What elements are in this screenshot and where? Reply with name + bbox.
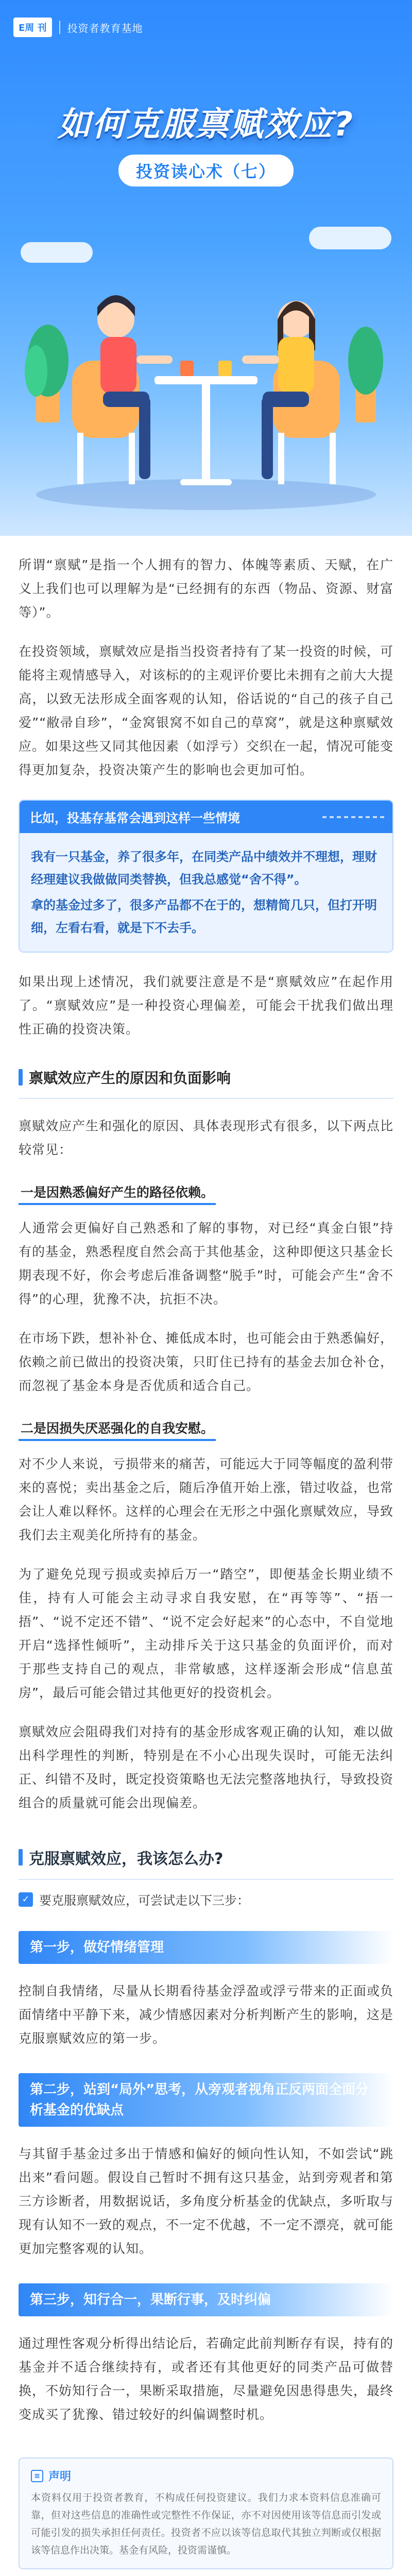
logo-divider bbox=[59, 21, 60, 34]
body-paragraph: 禀赋效应产生和强化的原因、具体表现形式有很多，以下两点比较常见： bbox=[19, 1118, 394, 1157]
meeting-illustration bbox=[0, 206, 412, 536]
step-title: 第二步，站到“局外”思考，从旁观者视角正反两面全面分析基金的优缺点 bbox=[19, 2073, 393, 2127]
body-paragraph: 与其留手基金过多出于情感和偏好的倾向性认知，不如尝试“跳出来”看问题。假设自己暂时不拥有这只基金，站到旁观者和第三方诊断者，用数据说话，多角度分析基金的优缺点，多听取与现有认知不一致的观点，不一定不优越，不一定不漂亮，就可能更加完整客观的认知。 bbox=[19, 2146, 394, 2256]
body-paragraph: 如果出现上述情况，我们就要注意是不是“禀赋效应”在起作用了。“禀赋效应”是一种投资心理偏差，可能会干扰我们做出理性正确的投资决策。 bbox=[19, 974, 393, 1037]
logo-mark: E周 刊 bbox=[13, 18, 52, 37]
brand-logo bbox=[13, 18, 143, 37]
step-title: 第一步，做好情绪管理 bbox=[19, 1931, 393, 1964]
article-headline: 如何克服禀赋效应? bbox=[57, 106, 355, 144]
steps-intro: ✓ 要克服禀赋效应，可尝试走以下三步： bbox=[19, 1890, 393, 1908]
callout-title: 比如，投基存基常会遇到这样一些情境 bbox=[20, 801, 392, 833]
body-paragraph: 通过理性客观分析得出结论后，若确定此前判断存有误，持有的基金并不适合继续持有，或者还有其他更好的同类产品可做替换，不妨知行合一，果断采取措施，尽量避免因患得患失，最终变成买了犹豫、错过较好的纠偏调整时机。 bbox=[19, 2336, 394, 2422]
body-paragraph: 为了避免兑现亏损或卖掉后万一“踏空”，即便基金长期业绩不佳，持有人可能会主动寻求自我安慰，在“再等等”、“捂一捂”、“说不定还不错”、“说不定会好起来”的心态中，不自觉地开启“选择性倾听”，主动排斥关于这只基金的负面评价，而对于那些支持自己的观点，非常敏感，这样逐渐会形成“信息茧房”，最后可能会错过其他更好的投资机会。 bbox=[19, 1567, 393, 1700]
body-paragraph: 禀赋效应会阻碍我们对持有的基金形成客观正确的认知，难以做出科学理性的判断，特别是在不小心出现失误时，可能无法纠正、纠错不及时，既定投资策略也无法完整落地执行，导致投资组合的质量就可能会出现偏差。 bbox=[19, 1724, 394, 1810]
section-divider bbox=[19, 1879, 393, 1880]
callout-item: 我有一只基金，养了很多年，在同类产品中绩效并不理想，理财经理建议我做做同类替换，但我总感觉“舍不得”。 bbox=[31, 850, 377, 887]
intro-paragraph: 所谓“禀赋”是指一个人拥有的智力、体魄等素质、天赋，在广义上我们也可以理解为是“已经拥有的东西（物品、资源、财富等）”。 bbox=[19, 557, 393, 620]
section-title: 克服禀赋效应，我该怎么办? bbox=[19, 1846, 393, 1869]
section-bar-icon bbox=[19, 1849, 23, 1866]
intro-paragraph: 在投资领域，禀赋效应是指当投资者持有了某一投资的时候，可能将主观情感导入，对该标的的主观评价要比未拥有之前大大提高，以致无法形成全面客观的认知，俗话说的“自己的孩子自己爱”“敝帚自珍”，“金窝银窝不如自己的草窝”，就是这种禀赋效应。如果这些又同其他因素（如浮亏）交织在一起，情况可能变得更加复杂，投资决策产生的影响也会更加可怕。 bbox=[19, 644, 394, 777]
section-title: 禀赋效应产生的原因和负面影响 bbox=[19, 1067, 393, 1088]
disclaimer-text: 本资料仅用于投资者教育，不构成任何投资建议。我们力求本资料信息准确可靠，但对这些信息的准确性或完整性不作保证，亦不对因使用该等信息而引发或可能引发的损失承担任何责任。投资者不应以该等信息取代其独立判断或仅根据该等信息作出决策。基金有风险，投资需谨慎。 bbox=[31, 2492, 381, 2556]
subsection-title: 二是因损失厌恶强化的自我安慰。 bbox=[19, 1418, 393, 1437]
section-divider bbox=[19, 1098, 393, 1099]
body-paragraph: 对不少人来说，亏损带来的痛苦，可能远大于同等幅度的盈利带来的喜悦；卖出基金之后，随后净值开始上涨，错过收益，也常会让人难以释怀。这样的心理会在无形之中强化禀赋效应，导致我们去主观美化所持有的基金。 bbox=[19, 1456, 394, 1543]
callout-item: 拿的基金过多了，很多产品都不在于的，想精简几只，但打开明细，左看右看，就是下不去手。 bbox=[31, 898, 377, 935]
scenario-callout bbox=[19, 800, 393, 953]
logo-subtitle: 投资者教育基地 bbox=[67, 22, 143, 35]
header-banner bbox=[0, 0, 412, 536]
article-subhead: 投资读心术（七） bbox=[118, 155, 294, 187]
disclaimer-box bbox=[19, 2458, 393, 2569]
checkmark-icon: ✓ bbox=[19, 1892, 33, 1907]
body-paragraph: 控制自我情绪，尽量从长期看待基金浮盈或浮亏带来的正面或负面情绪中平静下来，减少情感因素对分析判断产生的影响，这是克服禀赋效应的第一步。 bbox=[19, 1984, 394, 2046]
subsection-title: 一是因熟悉偏好产生的路径依赖。 bbox=[19, 1182, 393, 1201]
article-content bbox=[0, 553, 412, 2569]
step-title: 第三步，知行合一，果断行事，及时纠偏 bbox=[19, 2283, 393, 2316]
body-paragraph: 人通常会更偏好自己熟悉和了解的事物，对已经“真金白银”持有的基金，熟悉程度自然会高于其他基金，这种即便这只基金长期表现不好，你会考虑后准备调整“脱手”时，可能会产生“舍不得”的心理，犹豫不决，抗拒不决。 bbox=[19, 1221, 394, 1307]
body-paragraph: 在市场下跌，想补补仓、摊低成本时，也可能会由于熟悉偏好，依赖之前已做出的投资决策，只盯住已持有的基金去加仓补仓，而忽视了基金本身是否优质和适合自己。 bbox=[19, 1331, 394, 1393]
document-icon: ≡ bbox=[31, 2470, 43, 2482]
disclaimer-title: 声明 bbox=[48, 2470, 72, 2483]
section-bar-icon bbox=[19, 1069, 23, 1086]
